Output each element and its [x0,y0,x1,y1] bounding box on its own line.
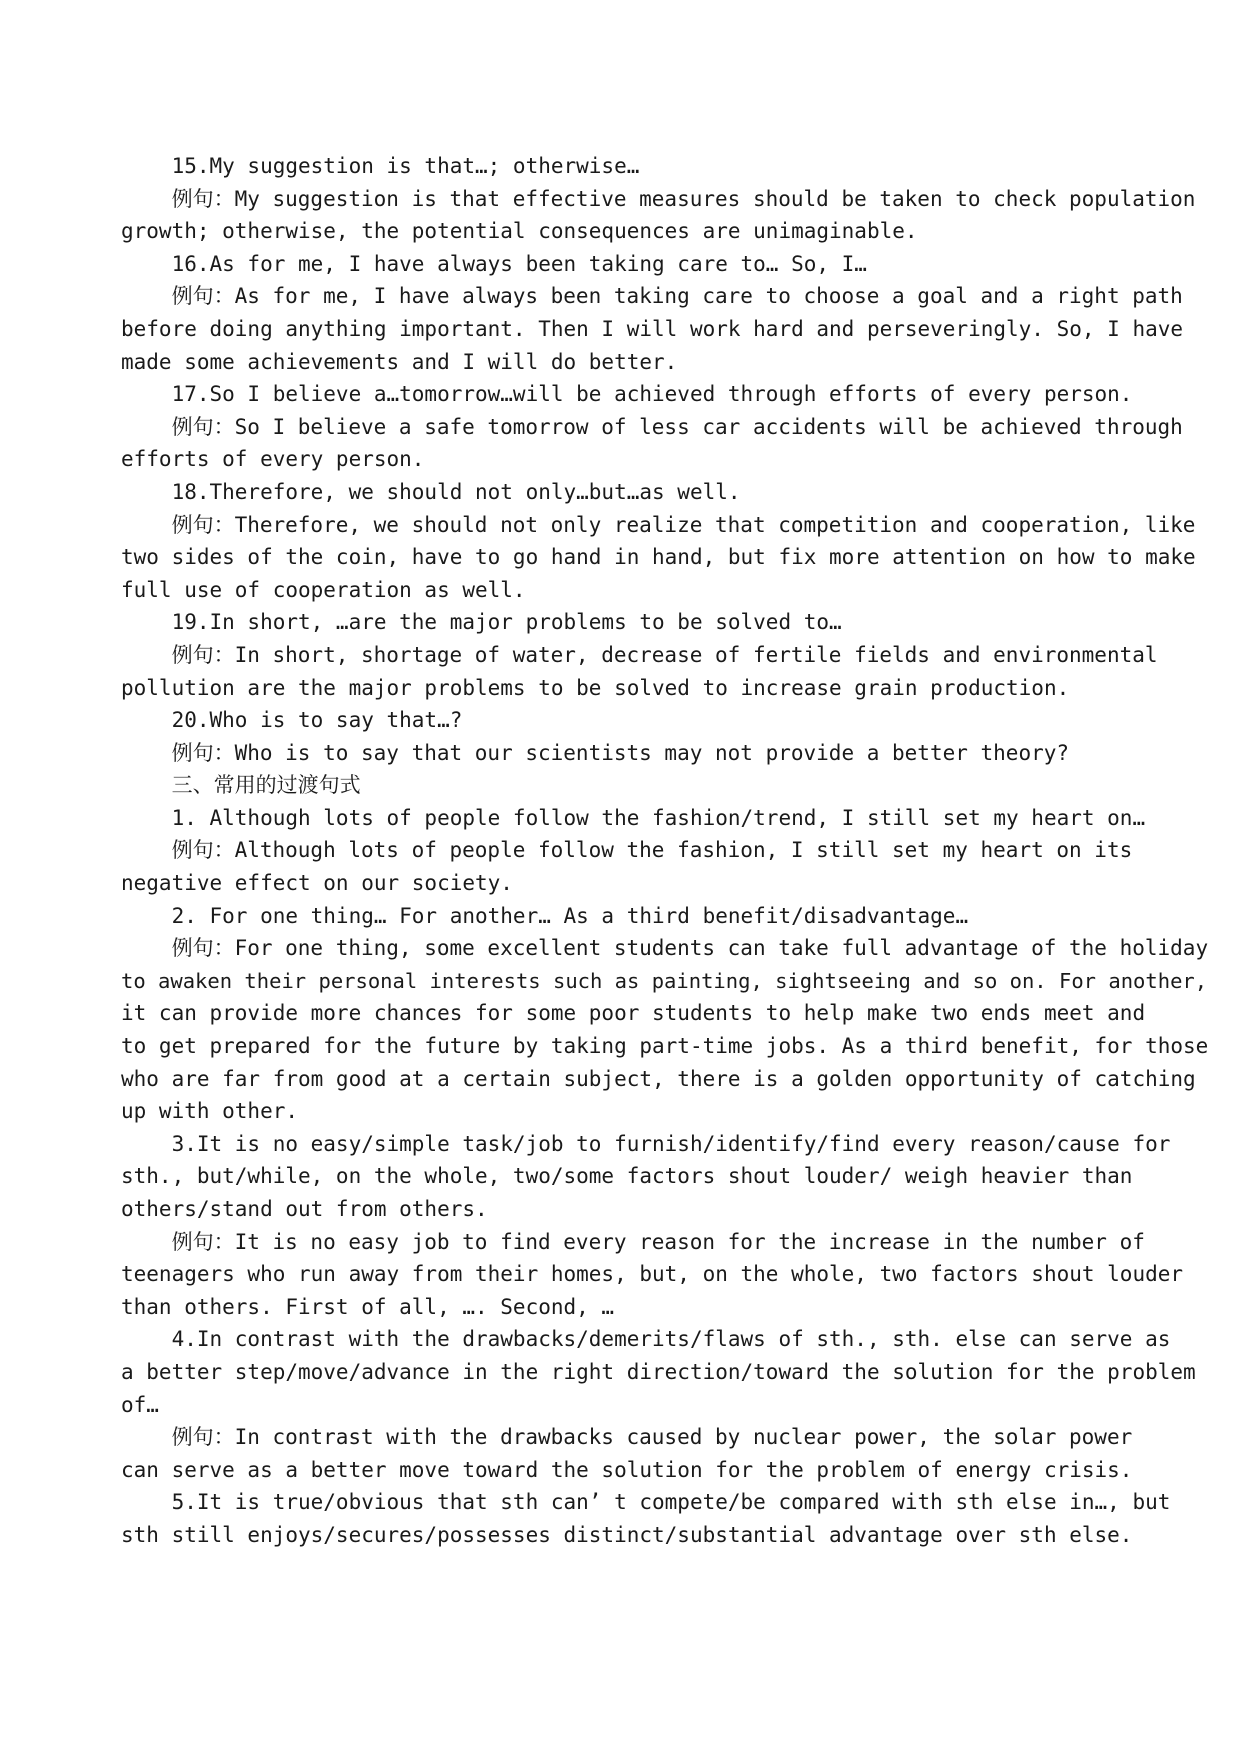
text-line: can serve as a better move toward the solution for the problem of energy crisis. [121,1457,1133,1482]
text-line: 例句：In contrast with the drawbacks caused by nuclear power, the solar power [121,1425,1133,1450]
text-line: it can provide more chances for some poor students to help make two ends meet and [121,1001,1146,1026]
text-line: 15.My suggestion is that…; otherwise… [121,154,640,178]
text-line: teenagers who run away from their homes, but, on the whole, two factors shout louder [121,1262,1184,1287]
text-line: made some achievements and I will do better. [121,349,678,374]
text-line: to awaken their personal interests such as painting, sightseeing and so on. For another, [121,968,1208,993]
text-line: pollution are the major problems to be solved to increase grain production. [121,675,1070,700]
text-line: 例句：Who is to say that our scientists may not provide a better theory? [121,740,1070,765]
text-line: 20.Who is to say that…? [121,708,463,733]
section-heading: 三、常用的过渡句式 [121,773,361,798]
text-line: 1. Although lots of people follow the fashion/trend, I still set my heart on… [121,805,1146,830]
text-line: 例句：Therefore, we should not only realize that competition and cooperation, like [121,512,1196,537]
document-body [121,150,1211,1552]
text-line: 18.Therefore, we should not only…but…as well. [121,479,741,504]
text-line: up with other. [121,1099,299,1124]
text-line: sth still enjoys/secures/possesses distinct/substantial advantage over sth else. [121,1522,1133,1547]
text-line: 5.It is true/obvious that sth can’ t compete/be compared with sth else in…, but [121,1490,1171,1515]
text-line: than others. First of all, …. Second, … [121,1294,615,1319]
text-line: 3.It is no easy/simple task/job to furnish/identify/find every reason/cause for [121,1131,1171,1156]
text-line: others/stand out from others. [121,1197,488,1221]
text-line: to get prepared for the future by taking part-time jobs. As a third benefit, for those [121,1034,1209,1059]
text-line: before doing anything important. Then I will work hard and perseveringly. So, I have [121,316,1184,341]
text-line: 例句：So I believe a safe tomorrow of less car accidents will be achieved through [121,414,1183,439]
text-line: growth; otherwise, the potential consequences are unimaginable. [121,219,918,244]
text-line: 例句：In short, shortage of water, decrease of fertile fields and environmental [121,642,1158,667]
text-line: sth., but/while, on the whole, two/some factors shout louder/ weigh heavier than [121,1164,1133,1189]
text-line: full use of cooperation as well. [121,577,526,602]
text-line: 例句：Although lots of people follow the fashion, I still set my heart on its [121,838,1133,863]
text-line: who are far from good at a certain subject, there is a golden opportunity of catching [121,1066,1196,1091]
text-line: 例句：My suggestion is that effective measures should be taken to check population [121,186,1196,211]
text-line: of… [121,1392,159,1417]
text-line: 17.So I believe a…tomorrow…will be achieved through efforts of every person. [121,382,1133,407]
text-line: 例句：For one thing, some excellent students can take full advantage of the holiday [121,936,1209,961]
text-line: a better step/move/advance in the right direction/toward the solution for the problem [121,1359,1196,1384]
text-line: 例句：As for me, I have always been taking care to choose a goal and a right path [121,284,1183,309]
text-line: 16.As for me, I have always been taking care to… So, I… [121,251,867,276]
text-line: negative effect on our society. [121,871,513,896]
text-line: efforts of every person. [121,447,425,472]
text-line: 2. For one thing… For another… As a third benefit/disadvantage… [121,903,969,928]
text-line: 例句：It is no easy job to find every reason for the increase in the number of [121,1229,1145,1254]
text-line: 19.In short, …are the major problems to be solved to… [121,610,842,635]
text-line: 4.In contrast with the drawbacks/demerits/flaws of sth., sth. else can serve as [121,1327,1171,1352]
text-line: two sides of the coin, have to go hand in hand, but fix more attention on how to make [121,545,1196,570]
